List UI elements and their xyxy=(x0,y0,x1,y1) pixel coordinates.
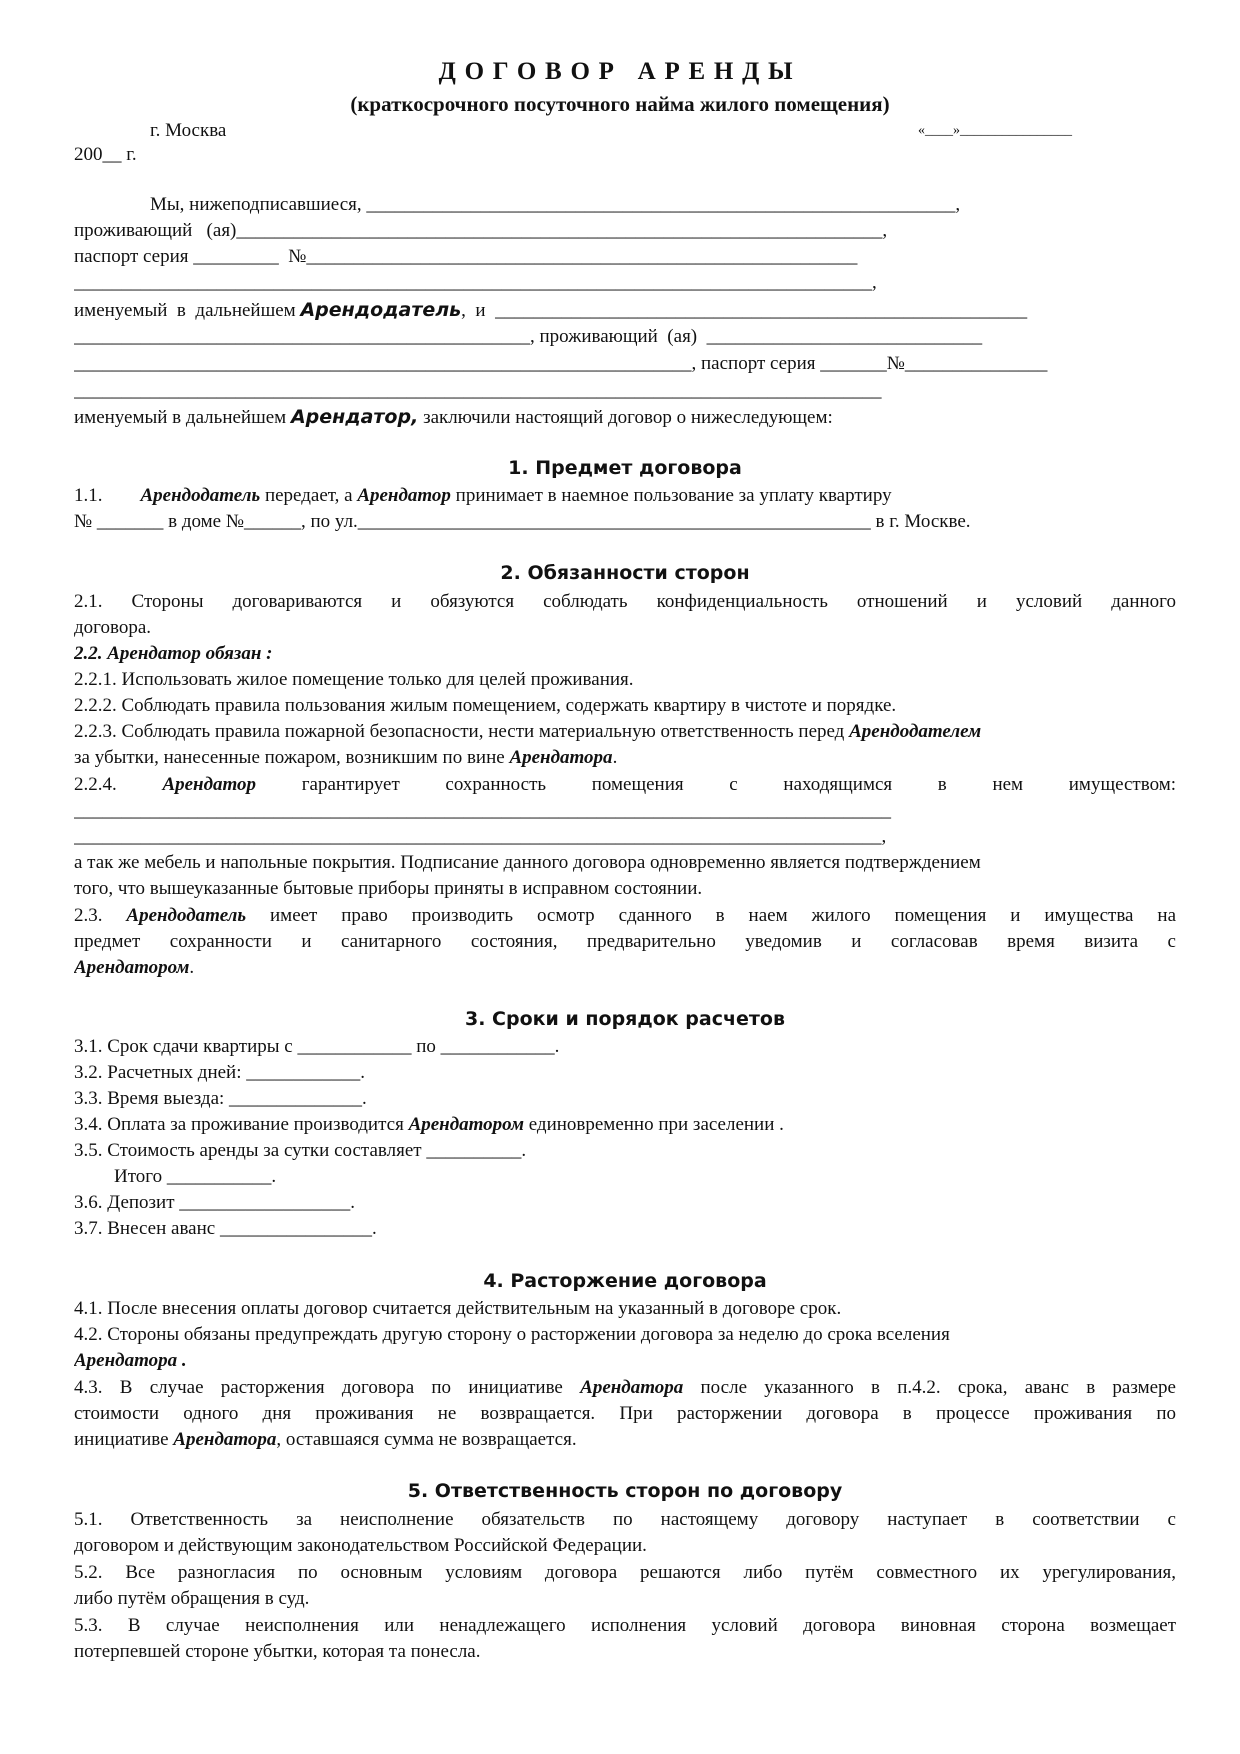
clause-3-7: 3.7. Внесен аванс ________________. xyxy=(74,1218,377,1239)
clause-3-3: 3.3. Время выезда: ______________. xyxy=(74,1088,367,1109)
clause-2-2: 2.2. Арендатор обязан : xyxy=(74,643,273,664)
year-label: 200__ г. xyxy=(74,144,137,165)
clause-4-3-line1: 4.3. В случае расторжения договора по инициативе Арендатора после указанного в п.4.2. срока, аванс в размере xyxy=(74,1377,1176,1398)
clause-4-2-line1: 4.2. Стороны обязаны предупреждать другую сторону о расторжении договора за неделю до срока вселения xyxy=(74,1324,950,1345)
date-blank: «____»________________ xyxy=(918,123,1072,138)
clause-2-1-line1: 2.1. Стороны договариваются и обязуются соблюдать конфиденциальность отношений и условий данного xyxy=(74,591,1176,612)
clause-2-3-line3: Арендатором. xyxy=(74,957,195,978)
clause-3-5-total: Итого ___________. xyxy=(114,1166,277,1187)
clause-2-2-4-line5: того, что вышеуказанные бытовые приборы приняты в исправном состоянии. xyxy=(74,878,703,899)
document-title: ДОГОВОР АРЕНДЫ xyxy=(438,58,802,85)
clause-2-2-4-blank-1: ______________________________________________________________________________________ xyxy=(74,800,891,821)
section-5-heading: 5. Ответственность сторон по договору xyxy=(407,1480,843,1502)
section-2-heading: 2. Обязанности сторон xyxy=(500,562,750,584)
clause-2-2-4-blank-2: _____________________________________________________________________________________, xyxy=(74,826,887,847)
parties-line-9: именуемый в дальнейшем Арендатор, заключили настоящий договор о нижеследующем: xyxy=(74,406,833,428)
clause-3-2: 3.2. Расчетных дней: ____________. xyxy=(74,1062,365,1083)
clause-2-2-3-line2: за убытки, нанесенные пожаром, возникшим по вине Арендатора. xyxy=(74,747,618,768)
clause-3-1: 3.1. Срок сдачи квартиры с ____________ по ____________. xyxy=(74,1036,560,1057)
parties-line-6: ________________________________________________, проживающий (ая) _____________________________ xyxy=(74,326,983,347)
clause-2-2-2: 2.2.2. Соблюдать правила пользования жилым помещением, содержать квартиру в чистоте и порядке. xyxy=(74,695,897,716)
clause-4-1: 4.1. После внесения оплаты договор считается действительным на указанный в договоре срок. xyxy=(74,1298,842,1319)
tenant-term: Арендатор, xyxy=(290,406,419,428)
section-4-heading: 4. Расторжение договора xyxy=(483,1270,767,1292)
parties-line-8: _____________________________________________________________________________________ xyxy=(74,380,882,401)
document-subtitle: (краткосрочного посуточного найма жилого помещения) xyxy=(350,92,890,116)
clause-5-3-line1: 5.3. В случае неисполнения или ненадлежащего исполнения условий договора виновная сторона возмещает xyxy=(74,1615,1176,1636)
parties-line-2: проживающий (ая)____________________________________________________________________, xyxy=(74,220,888,241)
clause-3-4: 3.4. Оплата за проживание производится Арендатором единовременно при заселении . xyxy=(74,1114,784,1135)
city-label: г. Москва xyxy=(150,120,227,141)
clause-2-2-3-line1: 2.2.3. Соблюдать правила пожарной безопасности, нести материальную ответственность перед Арендодателем xyxy=(74,721,982,742)
clause-2-2-4-line4: а так же мебель и напольные покрытия. Подписание данного договора одновременно является подтверждением xyxy=(74,852,981,873)
clause-4-2-line2: Арендатора . xyxy=(74,1350,187,1371)
parties-line-3: паспорт серия _________ №__________________________________________________________ xyxy=(74,246,858,267)
clause-1-1: 1.1. Арендодатель передает, а Арендатор принимает в наемное пользование за уплату квартиру xyxy=(74,485,892,506)
parties-line-1: Мы, нижеподписавшиеся, ______________________________________________________________, xyxy=(150,194,961,215)
clause-2-1-line2: договора. xyxy=(74,617,152,638)
clause-2-2-1: 2.2.1. Использовать жилое помещение только для целей проживания. xyxy=(74,669,634,690)
clause-2-2-4-line1: 2.2.4. Арендатор гарантирует сохранность помещения с находящимся в нем имуществом: xyxy=(74,774,1176,795)
clause-1-1-address: № _______ в доме №______, по ул.______________________________________________________ в г. Москве. xyxy=(74,511,971,532)
clause-2-3-line2: предмет сохранности и санитарного состояния, предварительно уведомив и согласовав время визита с xyxy=(74,931,1176,952)
clause-2-3-line1: 2.3. Арендодатель имеет право производить осмотр сданного в наем жилого помещения и имущества на xyxy=(74,905,1176,926)
parties-line-5: именуемый в дальнейшем Арендодатель, и ________________________________________________________ xyxy=(74,299,1028,321)
clause-4-3-line2: стоимости одного дня проживания не возвращается. При расторжении договора в процессе проживания по xyxy=(74,1403,1176,1424)
clause-5-2-line2: либо путём обращения в суд. xyxy=(74,1588,310,1609)
clause-3-5: 3.5. Стоимость аренды за сутки составляет __________. xyxy=(74,1140,527,1161)
clause-5-2-line1: 5.2. Все разногласия по основным условиям договора решаются либо путём совместного их урегулирования, xyxy=(74,1562,1176,1583)
parties-line-4: ____________________________________________________________________________________, xyxy=(74,272,877,293)
clause-5-3-line2: потерпевшей стороне убытки, которая та понесла. xyxy=(74,1641,481,1662)
clause-3-6: 3.6. Депозит __________________. xyxy=(74,1192,356,1213)
section-1-heading: 1. Предмет договора xyxy=(508,457,742,479)
clause-5-1-line2: договором и действующим законодательством Российской Федерации. xyxy=(74,1535,647,1556)
clause-4-3-line3: инициативе Арендатора, оставшаяся сумма не возвращается. xyxy=(74,1429,577,1450)
clause-5-1-line1: 5.1. Ответственность за неисполнение обязательств по настоящему договору наступает в соответствии с xyxy=(74,1509,1176,1530)
section-3-heading: 3. Сроки и порядок расчетов xyxy=(465,1008,785,1030)
parties-line-7: _________________________________________________________________, паспорт серия _______№_______________ xyxy=(74,353,1048,374)
landlord-term: Арендодатель xyxy=(300,299,462,321)
